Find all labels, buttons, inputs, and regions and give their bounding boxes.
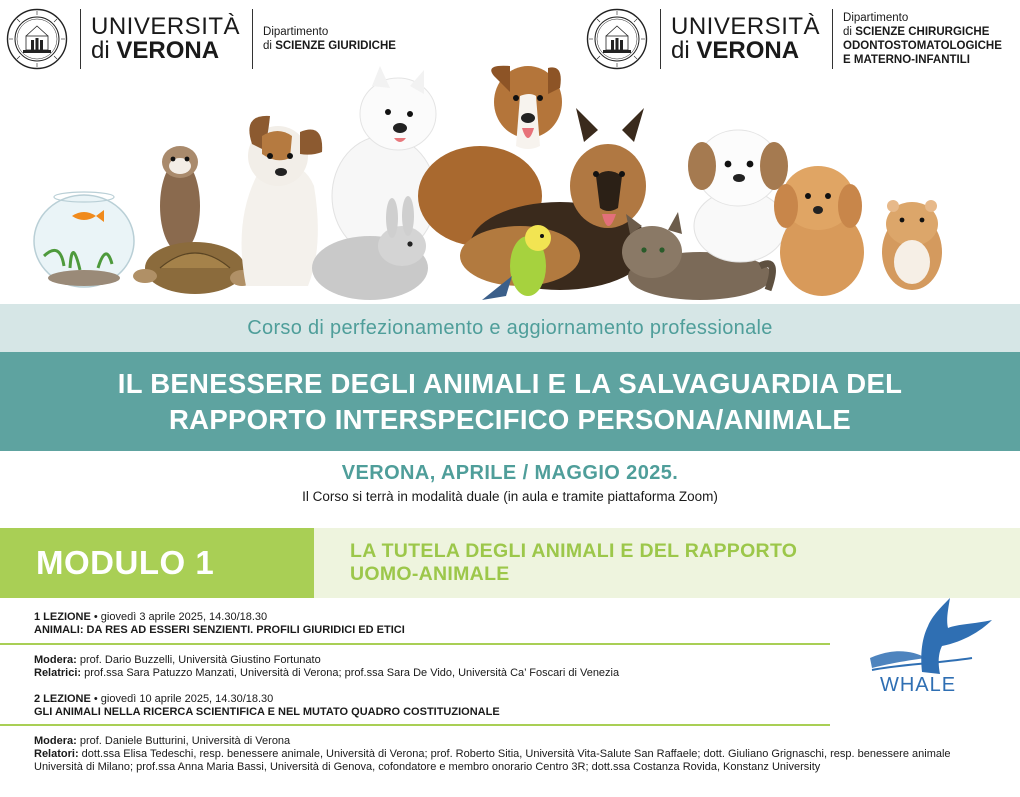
course-subtitle-band [0,304,1020,352]
university-name-prefix: di [671,37,690,64]
department-name [263,25,396,53]
speakers-value: prof.ssa Sara Patuzzo Manzati, Università di Verona; prof.ssa Sara De Vido, Università Ca’ Foscari di Venezia [81,667,620,679]
lesson-moderator [34,735,994,748]
course-place-date: VERONA, APRILE / MAGGIO 2025. [341,462,679,484]
whale-logo [862,598,1002,708]
department-label: Dipartimento [843,12,909,24]
moderator-label: Modera: [34,654,77,666]
department-prefix: di [263,40,272,52]
lesson-2-header [34,693,834,719]
course-mode-note: Il Corso si terrà in modalità duale (in aula e tramite piattaforma Zoom) [302,489,718,504]
lesson-speakers [34,748,994,774]
university-name-city: VERONA [696,37,800,64]
lesson-datetime: • giovedì 10 aprile 2025, 14.30/18.30 [90,693,274,705]
dog-shihtzu-icon [688,130,788,262]
dog-westie-icon [332,66,436,256]
lesson-date [34,693,834,706]
speakers-label: Relatrici: [34,667,82,679]
hamster-icon [882,200,942,290]
whale-wordmark: WHALE [879,674,957,696]
ferret-icon [160,146,200,252]
module-title-box [314,528,1020,598]
moderator-label: Modera: [34,735,77,747]
department-title-line [263,39,396,53]
university-name-line1: UNIVERSITÀ [671,13,821,40]
whale-tail-icon [862,598,1002,678]
course-title-band [0,352,1020,451]
module-title-line: LA TUTELA DEGLI ANIMALI E DEL RAPPORTO [350,540,798,562]
lesson-2-details [34,735,994,774]
module-label: MODULO 1 [36,544,215,581]
lesson-divider [0,724,830,726]
department-title-line [843,25,1002,39]
university-name-prefix: di [91,37,110,64]
course-title-line: IL BENESSERE DEGLI ANIMALI E LA SALVAGUARDIA DEL [117,367,903,399]
module-label-box [0,528,314,598]
dog-poodle-icon [774,166,864,296]
department-title: ODONTOSTOMATOLOGICHE [843,40,1002,52]
university-name-line1: UNIVERSITÀ [91,13,241,40]
pets-group-illustration [0,56,1020,306]
lesson-1-details [34,654,994,680]
course-title-line: RAPPORTO INTERSPECIFICO PERSONA/ANIMALE [169,403,851,435]
lesson-title: ANIMALI: DA RES AD ESSERI SENZIENTI. PROFILI GIURIDICI ED ETICI [34,624,405,636]
lesson-datetime: • giovedì 3 aprile 2025, 14.30/18.30 [90,611,268,623]
tortoise-icon [133,242,254,294]
speakers-label: Relatori: [34,748,79,760]
fishbowl-icon [34,192,134,287]
lesson-number: 1 LEZIONE [34,611,91,623]
lesson-speakers [34,667,994,680]
course-place-block [0,462,1020,504]
lesson-number: 2 LEZIONE [34,693,91,705]
department-title: E MATERNO-INFANTILI [843,54,970,66]
department-prefix: di [843,26,852,38]
lesson-divider [0,643,830,645]
lesson-1-header [34,611,834,637]
department-title-line [843,39,1002,53]
moderator-value: prof. Daniele Butturini, Università di Verona [76,735,291,747]
university-name-city: VERONA [116,37,220,64]
module-title-line: UOMO-ANIMALE [350,563,510,585]
department-label: Dipartimento [263,26,329,38]
course-subtitle: Corso di perfezionamento e aggiornamento professionale [247,316,773,339]
speakers-value: dott.ssa Elisa Tedeschi, resp. benessere animale, Università di Verona; prof. Roberto Sitia, Università Vita-Salute San Raffaele; dott. Giuliano Grignaschi, resp. benessere animale Università di Milano; prof.ssa Anna Maria Bassi, Università di Genova, cofondatore e membro onorario Centro 3R; dott.ssa Costanza Rovida, Konstanz University [34,748,951,773]
department-title: SCIENZE CHIRURGICHE [855,26,990,38]
lesson-moderator [34,654,994,667]
lesson-title: GLI ANIMALI NELLA RICERCA SCIENTIFICA E NEL MUTATO QUADRO COSTITUZIONALE [34,706,500,718]
moderator-value: prof. Dario Buzzelli, Università Giustino Fortunato [76,654,321,666]
department-title: SCIENZE GIURIDICHE [275,40,396,52]
lesson-date [34,611,834,624]
dog-terrier-icon [242,116,323,286]
